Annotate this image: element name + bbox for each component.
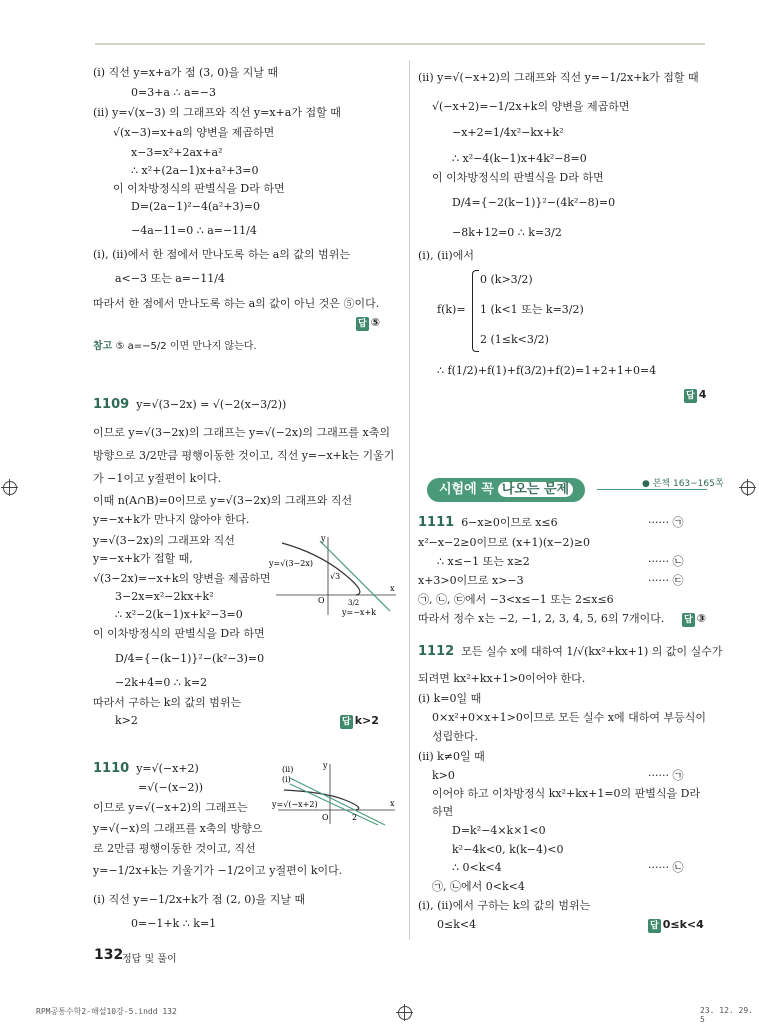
slug-left: RPM공통수학2-해설10강-5.indd 132: [36, 1007, 177, 1016]
text-line: y=−x+k가 만나지 않아야 한다.: [93, 513, 250, 526]
banner-rule: [597, 489, 707, 490]
text-line: (i) k=0일 때: [418, 692, 482, 705]
x-label: x: [390, 799, 395, 808]
answer-1108: 답 ⑤: [358, 316, 381, 329]
text-line: 이 이차방정식의 판별식을 D라 하면: [113, 182, 285, 195]
piecewise-brace: [472, 270, 479, 352]
registration-mark-bottom: [398, 1006, 412, 1020]
text-line: (i) 직선 y=−1/2x+k가 점 (2, 0)을 지날 때: [93, 893, 306, 906]
text-line: 방향으로 3/2만큼 평행이동한 것이고, 직선 y=−x+k는 기울기: [93, 449, 395, 462]
text-line: √(3−2x)=−x+k의 양변을 제곱하면: [93, 572, 271, 585]
banner-reference: ● 본책 163~165쪽: [642, 479, 724, 489]
text-line: 2 (1≤k<3/2): [480, 333, 549, 346]
y-label: y: [323, 761, 328, 770]
text-line: 가 −1이고 y절편이 k이다.: [93, 472, 222, 485]
registration-mark-right: [741, 481, 755, 495]
text-line: 로 2만큼 평행이동한 것이고, 직선: [93, 842, 256, 855]
footer-label: 정답 및 풀이: [122, 954, 177, 965]
origin-label: O: [318, 596, 325, 605]
problem-1112-line: 1112 모든 실수 x에 대하여 1/√(kx²+kx+1) 의 값이 실수가: [418, 644, 723, 659]
text-line: 따라서 한 점에서 만나도록 하는 a의 값이 아닌 것은 ⑤이다.: [93, 297, 380, 310]
text-line: (ii) y=√(−x+2)의 그래프와 직선 y=−1/2x+k가 접할 때: [418, 71, 699, 84]
text-line: 3−2x=x²−2kx+k²: [115, 590, 214, 603]
text-line: 이때 n(A∩B)=0이므로 y=√(3−2x)의 그래프와 직선: [93, 494, 353, 507]
text-line: (ii) y=√(x−3) 의 그래프와 직선 y=x+a가 접할 때: [93, 106, 341, 119]
text-line: 이어야 하고 이차방정식 kx²+kx+1=0의 판별식을 D라: [432, 787, 701, 800]
problem-1111-line: 1111 6−x≥0이므로 x≤6: [418, 515, 558, 530]
text-line: ∴ x²−4(k−1)x+4k²−8=0: [452, 152, 587, 165]
answer-1109: 답 k>2: [342, 714, 379, 727]
text-line: 0×x²+0×x+1>0이므로 모든 실수 x에 대하여 부등식이: [432, 711, 706, 724]
text-line: 이므로 y=√(−x+2)의 그래프는: [93, 801, 248, 814]
text-line: 0≤k<4: [437, 918, 477, 931]
text-line: D/4={−(k−1)}²−(k²−3)=0: [115, 652, 265, 665]
answer-1111: 답 ③: [684, 612, 707, 625]
column-divider: [409, 60, 410, 940]
text-line: x−3=x²+2ax+a²: [131, 146, 223, 159]
text-line: ㉠, ㉡에서 0<k<4: [432, 880, 525, 893]
top-rule: [95, 43, 705, 45]
text-line: y=−1/2x+k는 기울기가 −1/2이고 y절편이 k이다.: [93, 864, 343, 877]
text-line: 0=3+a ∴ a=−3: [131, 86, 216, 99]
curve-label: y=√(3−2x): [269, 559, 313, 568]
banner-pill: 시험에 꼭 나오는 문제: [427, 478, 585, 502]
text-line: ∴ x²+(2a−1)x+a²+3=0: [131, 164, 259, 177]
text-line: y=√(−x)의 그래프를 x축의 방향으: [93, 822, 263, 835]
text-line: 따라서 정수 x는 −2, −1, 2, 3, 4, 5, 6의 7개이다.: [418, 612, 665, 625]
text-line: −x+2=1/4x²−kx+k²: [452, 126, 564, 139]
text-line: ∴ f(1/2)+f(1)+f(3/2)+f(2)=1+2+1+0=4: [437, 364, 657, 377]
text-line: (i), (ii)에서: [418, 249, 474, 262]
text-line: (i), (ii)에서 한 점에서 만나도록 하는 a의 값의 범위는: [93, 248, 351, 261]
text-line: −2k+4=0 ∴ k=2: [115, 676, 208, 689]
sqrt3-label: √3: [330, 572, 341, 581]
text-line: f(k)=: [437, 303, 466, 316]
problem-1110-head: 1110 y=√(−x+2): [93, 761, 199, 776]
slug-right: 23. 12. 29. 5: [700, 1006, 753, 1024]
text-line: 성립한다.: [432, 730, 479, 743]
text-line: x+3>0이므로 x>−3: [418, 574, 524, 587]
page-number: 132: [94, 947, 124, 963]
text-line: D=k²−4×k×1<0: [452, 824, 546, 837]
two-label: 2: [352, 813, 358, 822]
text-line: x²−x−2≥0이므로 (x+1)(x−2)≥0: [418, 536, 591, 549]
equation-tag: ······ ㉢: [648, 574, 684, 587]
text-line: 0=−1+k ∴ k=1: [131, 917, 217, 930]
text-line: 0 (k>3/2): [480, 273, 533, 286]
text-line: y=√(3−2x)의 그래프와 직선: [93, 534, 235, 547]
text-line: ㉠, ㉡, ㉢에서 −3<x≤−1 또는 2≤x≤6: [418, 593, 614, 606]
graph-1110: [270, 760, 400, 826]
text-line: ∴ 0<k<4: [452, 861, 502, 874]
problem-1109-head: 1109 y=√(3−2x) = √(−2(x−3/2)): [93, 397, 287, 412]
text-line: (i) 직선 y=x+a가 점 (3, 0)을 지날 때: [93, 66, 279, 79]
line-label: y=−x+k: [342, 608, 376, 617]
text-line: D/4={−2(k−1)}²−(4k²−8)=0: [452, 196, 616, 209]
text-line: (i), (ii)에서 구하는 k의 값의 범위는: [418, 899, 591, 912]
text-line: y=−x+k가 접할 때,: [93, 552, 193, 565]
registration-mark-left: [3, 481, 17, 495]
equation-tag: ······ ㉡: [648, 555, 684, 568]
y-label: y: [321, 534, 326, 543]
text-line: k>0: [432, 769, 455, 782]
label-i: (i): [282, 775, 291, 784]
text-line: =√(−(x−2)): [138, 781, 204, 794]
text-line: (ii) k≠0일 때: [418, 750, 485, 763]
text-line: D=(2a−1)²−4(a²+3)=0: [131, 200, 260, 213]
text-line: 따라서 구하는 k의 값의 범위는: [93, 696, 242, 709]
graph-1109: [268, 533, 400, 617]
origin-label: O: [322, 813, 329, 822]
curve-label: y=√(−x+2): [272, 800, 318, 809]
frac-label: 3/2: [348, 599, 360, 607]
text-line: 이므로 y=√(3−2x)의 그래프는 y=√(−2x)의 그래프를 x축의: [93, 426, 390, 439]
text-line: k²−4k<0, k(k−4)<0: [452, 843, 564, 856]
equation-tag: ······ ㉠: [648, 769, 684, 782]
text-line: ∴ x²−2(k−1)x+k²−3=0: [115, 608, 243, 621]
text-line: ∴ x≤−1 또는 x≥2: [437, 555, 530, 568]
answer-1112: 답 0≤k<4: [650, 918, 704, 931]
text-line: 이 이차방정식의 판별식을 D라 하면: [93, 627, 265, 640]
x-label: x: [390, 584, 395, 593]
text-line: a<−3 또는 a=−11/4: [115, 272, 225, 285]
text-line: k>2: [115, 714, 138, 727]
text-line: −4a−11=0 ∴ a=−11/4: [131, 224, 257, 237]
text-line: √(−x+2)=−1/2x+k의 양변을 제곱하면: [432, 100, 630, 113]
equation-tag: ······ ㉠: [648, 516, 684, 529]
text-line: 되려면 kx²+kx+1>0이어야 한다.: [418, 672, 586, 685]
label-ii: (ii): [282, 765, 294, 774]
text-line: √(x−3)=x+a의 양변을 제곱하면: [113, 126, 275, 139]
equation-tag: ······ ㉡: [648, 861, 684, 874]
text-line: 1 (k<1 또는 k=3/2): [480, 303, 584, 316]
answer-1110: 답 4: [686, 388, 707, 401]
text-line: −8k+12=0 ∴ k=3/2: [452, 226, 562, 239]
text-line: 이 이차방정식의 판별식을 D라 하면: [432, 171, 604, 184]
note: 참고 ⑤ a=−5/2 이면 만나지 않는다.: [93, 341, 257, 352]
text-line: 하면: [432, 805, 454, 818]
